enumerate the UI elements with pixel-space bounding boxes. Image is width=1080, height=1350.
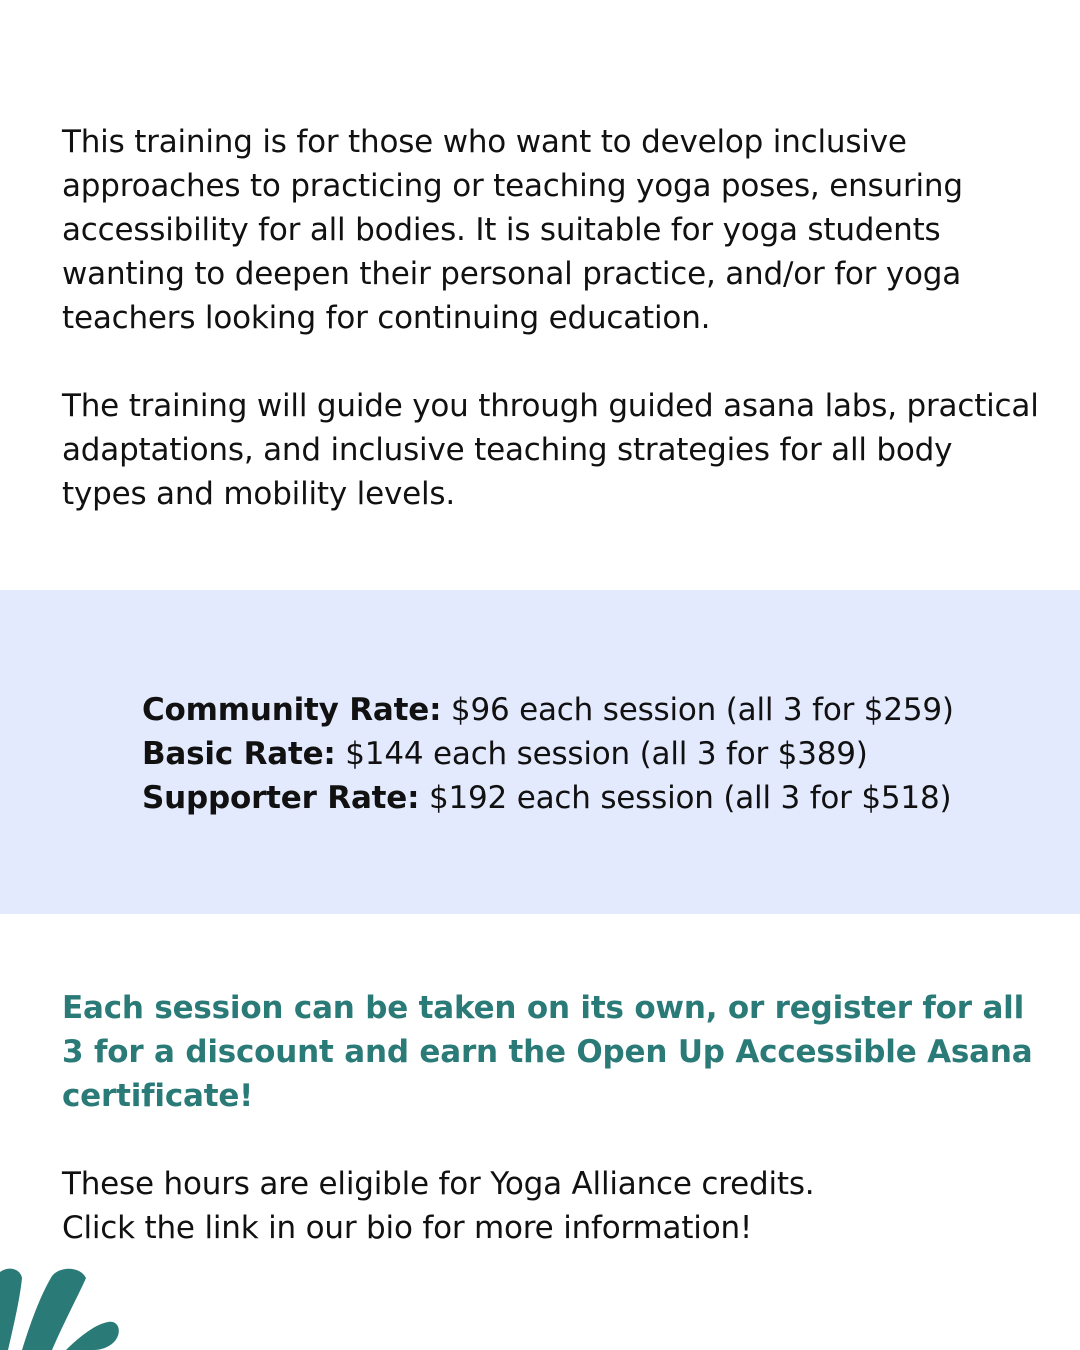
yoga-alliance-note: These hours are eligible for Yoga Alliance credits. [62,1166,815,1202]
rate-label: Community Rate: [142,692,442,728]
rate-basic [142,732,954,776]
rates-list [142,688,954,820]
rate-community [142,688,954,732]
discount-highlight: Each session can be taken on its own, or register for all 3 for a discount and earn the Open Up Accessible Asana certificate! [62,990,1033,1114]
leaf-brushstroke-icon [0,1262,130,1350]
rate-label: Supporter Rate: [142,780,420,816]
guide-paragraph: The training will guide you through guided asana labs, practical adaptations, and inclusive teaching strategies for all body types and mobility levels. [62,388,1039,512]
leaf-stroke-right [66,1322,119,1350]
leaf-stroke-left [0,1269,22,1350]
leaf-stroke-middle [22,1269,86,1350]
intro-paragraph: This training is for those who want to develop inclusive approaches to practicing or teaching yoga poses, ensuring accessibility for all bodies. It is suitable for yoga students wanting to deepen their personal practice, and/or for yoga teachers looking for continuing education. [62,124,963,336]
rates-panel [0,590,1080,914]
bio-link-note: Click the link in our bio for more information! [62,1210,753,1246]
rate-detail: $144 each session (all 3 for $389) [335,736,868,772]
footer-info [62,1162,1042,1250]
rate-label: Basic Rate: [142,736,336,772]
rate-detail: $192 each session (all 3 for $518) [419,780,952,816]
rate-detail: $96 each session (all 3 for $259) [441,692,954,728]
rate-supporter [142,776,954,820]
